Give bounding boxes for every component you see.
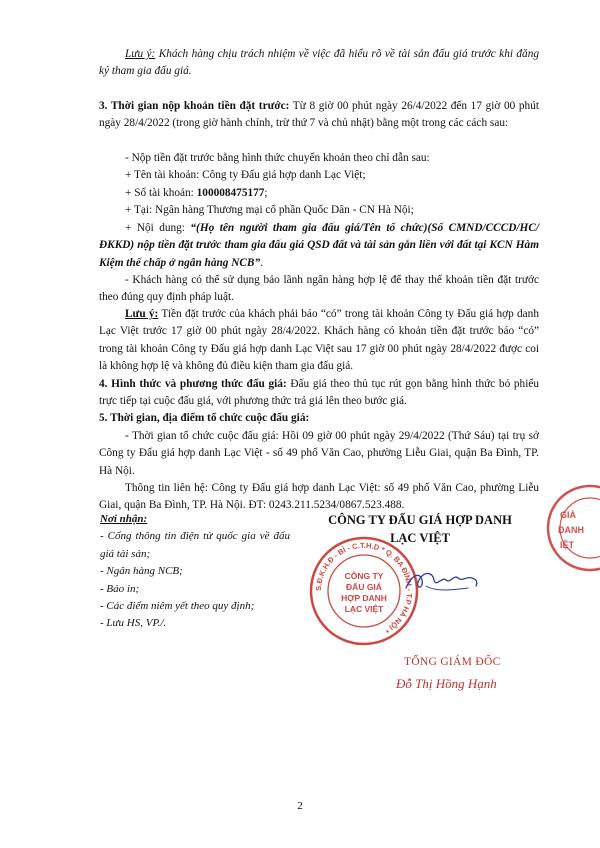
recipient-item: - Cổng thông tin điện tử quốc gia về đấu giá tài sản; <box>100 530 290 560</box>
page-number: 2 <box>297 800 303 812</box>
svg-text:DANH: DANH <box>558 525 584 535</box>
section-3-heading: 3. Thời gian nộp khoản tiền đặt trước: <box>99 100 290 112</box>
signature-company: CÔNG TY ĐẤU GIÁ HỢP DANH LẠC VIỆT <box>328 513 512 545</box>
section-3-account-number: + Số tài khoản: 100008475177; <box>125 187 268 199</box>
recipient-item: - Ngân hàng NCB; <box>100 565 183 578</box>
director-title: TỔNG GIÁM ĐỐC <box>404 656 501 668</box>
section-3-account-name: + Tên tài khoản: Công ty Đấu giá hợp danh Lạc Việt; <box>125 169 366 181</box>
svg-text:ĐẤU GIÁ: ĐẤU GIÁ <box>346 582 382 592</box>
svg-text:GIÁ: GIÁ <box>560 510 577 520</box>
recipient-item: - Các điểm niêm yết theo quy định; <box>100 600 255 613</box>
section-3-method: - Nộp tiền đặt trước bằng hình thức chuyển khoản theo chỉ dẫn sau: <box>125 152 430 164</box>
section-5-contact: Thông tin liên hệ: Công ty Đấu giá hợp danh Lạc Việt: số 49 phố Văn Cao, phường Liễu Giai, quận Ba Đình, TP. Hà Nội. ĐT: 0243.211.5234/0867.523.488. <box>99 482 539 512</box>
note-1: Lưu ý: Khách hàng chịu trách nhiệm về việc đã hiểu rõ về tài sản đấu giá trước khi đăng ký tham gia đấu giá. <box>99 48 539 78</box>
section-3-guarantee: - Khách hàng có thể sử dụng bảo lãnh ngân hàng hợp lệ để thay thế khoản tiền đặt trước theo đúng quy định pháp luật. <box>99 274 539 304</box>
section-3-paragraph: 3. Thời gian nộp khoản tiền đặt trước: Từ 8 giờ 00 phút ngày 26/4/2022 đến 17 giờ 00 phút ngày 28/4/2022 (trong giờ hành chính, trừ thứ 7 và chủ nhật) bằng một trong các cách sau: <box>99 100 539 130</box>
section-3-bank: + Tại: Ngân hàng Thương mại cổ phần Quốc Dân - CN Hà Nội; <box>125 204 414 216</box>
section-4-paragraph: 4. Hình thức và phương thức đấu giá: Đấu giá theo thủ tục rút gọn bằng hình thức bỏ phiếu trực tiếp tại cuộc đấu giá, với phương thức trả giá lên theo bước giá. <box>99 378 539 408</box>
recipient-item: - Lưu HS, VP./. <box>100 617 167 630</box>
recipients-title: Nơi nhận: <box>100 513 148 525</box>
section-3-note: Lưu ý: Tiền đặt trước của khách phải báo “có” trong tài khoản Công ty Đấu giá hợp danh Lạc Việt trước 17 giờ 00 phút ngày 28/4/2022. Khách hàng có khoản tiền đặt trước báo “có” trong tài khoản Công ty Đấu giá hợp danh Lạc Việt sau 17 giờ 00 phút ngày 28/4/2022 được coi là không hợp lệ và không đủ điều kiện tham gia đấu giá. <box>99 308 539 373</box>
section-5-heading: 5. Thời gian, địa điểm tổ chức cuộc đấu giá: <box>99 412 310 424</box>
section-5-time: - Thời gian tổ chức cuộc đấu giá: Hồi 09 giờ 00 phút ngày 29/4/2022 (Thứ Sáu) tại trụ sở Công ty Đấu giá hợp danh Lạc Việt - số 49 phố Văn Cao, phường Liễu Giai, quận Ba Đình, TP. Hà Nội. <box>99 430 539 477</box>
partial-seal <box>530 478 600 578</box>
section-3-content: + Nội dung: “(Họ tên người tham gia đấu giá/Tên tổ chức)(Số CMND/CCCD/HC/ĐKKD) nộp tiền đặt trước tham gia đấu giá QSD đất và tài sản gắn liền với đất tại KCN Hàm Kiệm thế chấp ở ngân hàng NCB”. <box>99 222 539 269</box>
recipient-item: - Báo in; <box>100 582 140 595</box>
svg-text:CÔNG TY: CÔNG TY <box>344 571 384 581</box>
handwritten-signature <box>402 566 482 596</box>
svg-text:HỢP DANH: HỢP DANH <box>341 593 387 603</box>
svg-text:S.Đ.K.H.Đ - BÌ - C.T.H.D * Q.: S.Đ.K.H.Đ - BÌ - C.T.H.D * Q. BA ĐÌNH - T.P HÀ NỘI * <box>313 540 415 636</box>
recipients-block <box>100 511 290 633</box>
section-4-heading: 4. Hình thức và phương thức đấu giá: <box>99 378 287 390</box>
director-name: Đỗ Thị Hồng Hạnh <box>396 676 497 691</box>
svg-text:IỆT: IỆT <box>560 540 575 550</box>
svg-text:LẠC VIỆT: LẠC VIỆT <box>344 604 384 614</box>
